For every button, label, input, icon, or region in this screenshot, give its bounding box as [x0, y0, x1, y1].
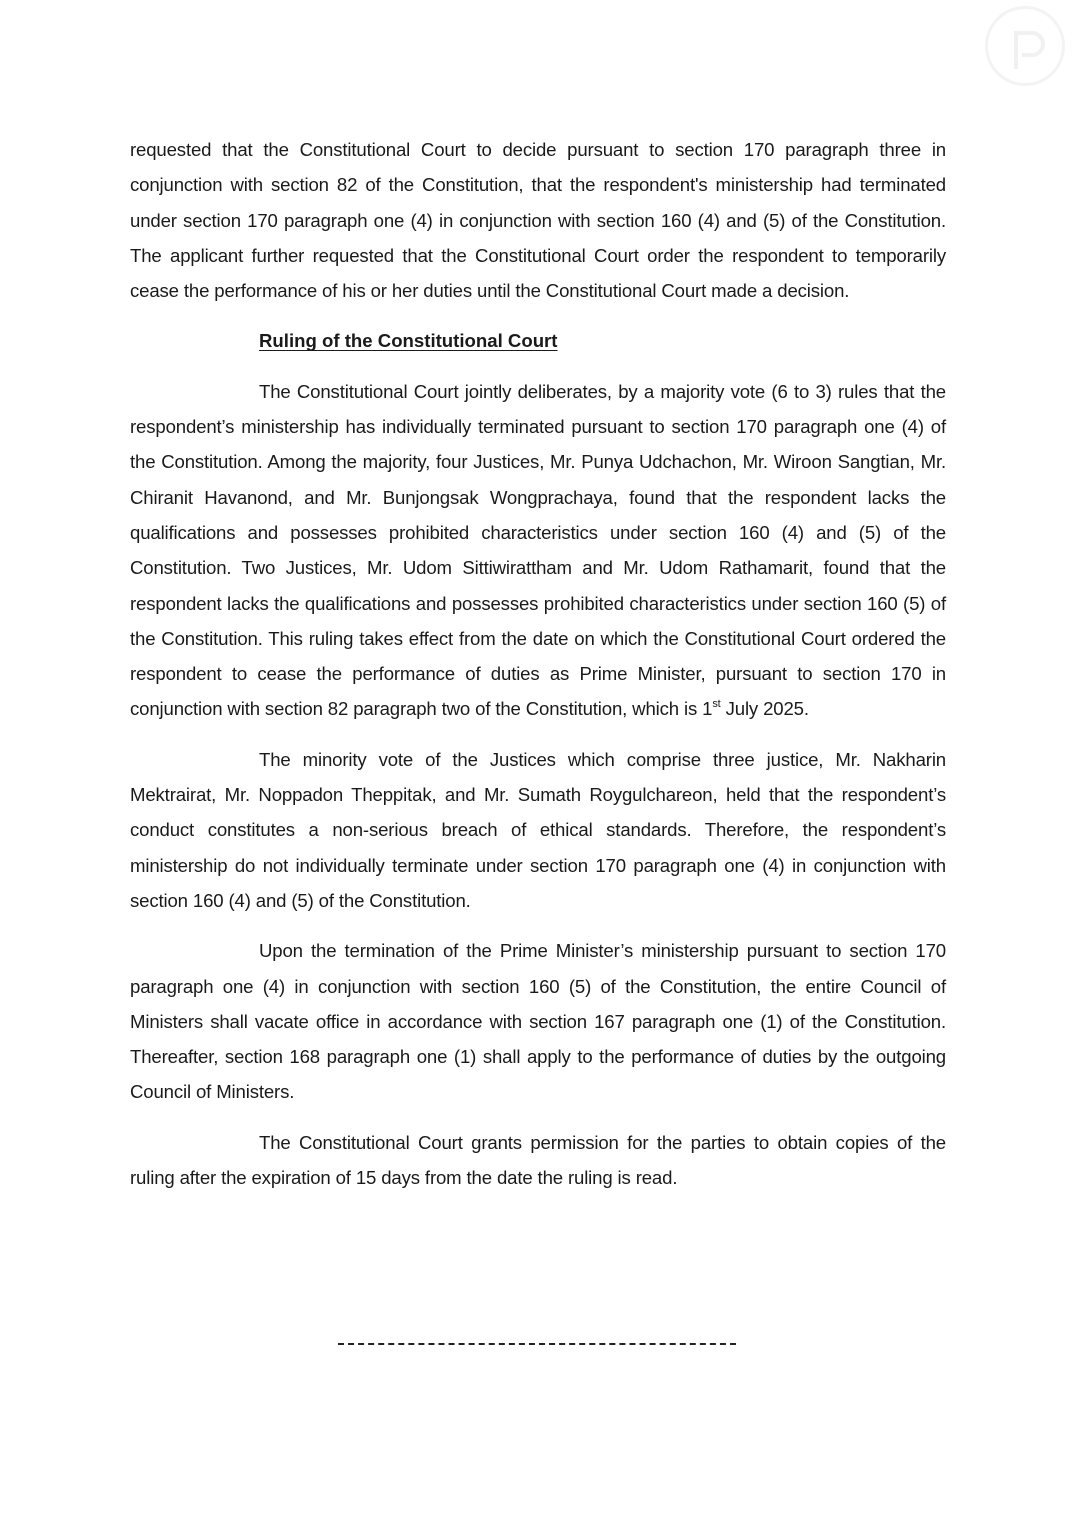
paragraph-gap: [130, 918, 946, 933]
copies-paragraph: The Constitutional Court grants permission for the parties to obtain copies of the ruling after the expiration of 15 days from the date the ruling is read.: [130, 1131, 946, 1189]
ruling-date-text: July 2025.: [720, 698, 809, 720]
paragraph-gap: [130, 308, 946, 323]
paragraph-gap: [130, 727, 946, 742]
document-page: [130, 132, 946, 1195]
watermark-logo-icon: [985, 6, 1065, 86]
minority-paragraph: The minority vote of the Justices which comprise three justice, Mr. Nakharin Mektrairat, Mr. Noppadon Theppitak, and Mr. Sumath Roygulchareon, held that the respondent’s conduct constitutes a non-serious breach of ethical standards. Therefore, the respondent’s ministership do not individually terminate under section 170 paragraph one (4) in conjunction with section 160 (4) and (5) of the Constitution.: [130, 748, 946, 911]
section-heading: Ruling of the Constitutional Court: [259, 330, 558, 352]
paragraph-gap: [130, 359, 946, 374]
circle-p-logo-icon: [988, 9, 1068, 89]
ruling-text: The Constitutional Court jointly deliberates, by a majority vote (6 to 3) rules that the respondent’s ministership has individually terminated pursuant to section 170 paragraph one (4) of the Constitution. Among the majority, four Justices, Mr. Punya Udchachon, Mr. Wiroon Sangtian, Mr. Chiranit Havanond, and Mr. Bunjongsak Wongprachaya, found that the respondent lacks the qualifications and possesses prohibited characteristics under section 160 (4) and (5) of the Constitution. Two Justices, Mr. Udom Sittiwirattham and Mr. Udom Rathamarit, found that the respondent lacks the qualifications and possesses prohibited characteristics under section 160 (5) of the Constitution. This ruling takes effect from the date on which the Constitutional Court ordered the respondent to cease the performance of duties as Prime Minister, pursuant to section 170 in conjunction with section 82 paragraph two of the Constitution, which is 1: [130, 380, 946, 720]
paragraph-gap: [130, 1110, 946, 1125]
intro-paragraph: requested that the Constitutional Court to decide pursuant to section 170 paragraph three in conjunction with section 82 of the Constitution, that the respondent's ministership had terminated under section 170 paragraph one (4) in conjunction with section 160 (4) and (5) of the Constitution. The applicant further requested that the Constitutional Court order the respondent to temporarily cease the performance of his or her duties until the Constitutional Court made a decision.: [130, 139, 946, 302]
ruling-paragraph: [130, 374, 946, 727]
consequence-paragraph: Upon the termination of the Prime Minister’s ministership pursuant to section 170 paragraph one (4) in conjunction with section 160 (5) of the Constitution, the entire Council of Ministers shall vacate office in accordance with section 167 paragraph one (1) of the Constitution. Thereafter, section 168 paragraph one (1) shall apply to the performance of duties by the outgoing Council of Ministers.: [130, 940, 946, 1103]
end-of-document-dashed-rule: [338, 1343, 736, 1345]
date-ordinal-suffix: st: [712, 698, 721, 711]
